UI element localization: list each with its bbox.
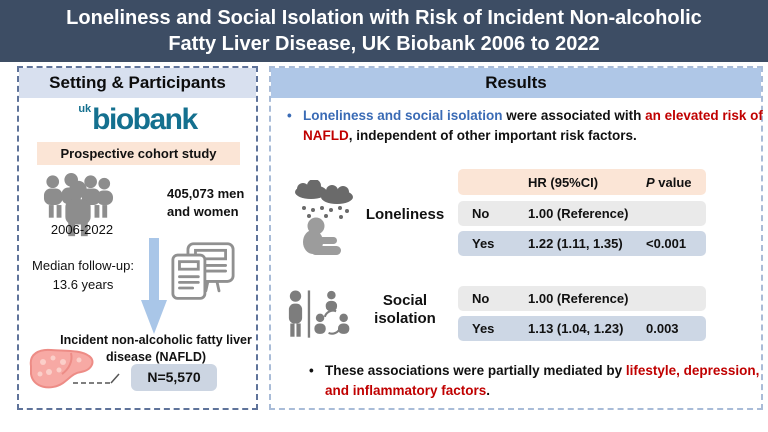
title-line-2: Fatty Liver Disease, UK Biobank 2006 to 2022 [168, 33, 600, 55]
person-separated-from-group-icon [287, 286, 355, 344]
uk-biobank-logo [19, 103, 256, 137]
setting-participants-header: Setting & Participants [19, 68, 256, 98]
title-line-1: Loneliness and Social Isolation with Risk of Incident Non-alcoholic [66, 7, 702, 29]
finding-bullet-1 [285, 106, 765, 146]
table-header-hr: HR (95%CI) [528, 174, 599, 190]
liver-pointer-line [71, 366, 129, 388]
results-header: Results [271, 68, 761, 98]
bullet2-red-text: lifestyle, depression, and inflammatory factors [325, 363, 760, 398]
bullet-dot: • [287, 108, 292, 123]
pvalue-italic-p: P [646, 174, 655, 190]
population-count: 405,073 men and women [167, 186, 245, 219]
study-period: 2006-2022 [50, 222, 114, 237]
loneliness-label: Loneliness [365, 206, 445, 223]
title-bar [0, 0, 768, 62]
bullet2-start-text: These associations were partially mediated by [325, 363, 626, 378]
follow-up-text [19, 256, 147, 294]
table-row-social-isolation-yes: Yes 1.13 (1.04, 1.23) 0.003 [458, 316, 706, 341]
monitor-with-documents-icon [171, 240, 235, 304]
outcome-text: Incident non-alcoholic fatty liver disease (NAFLD) [60, 333, 252, 364]
bullet1-blue-text: Loneliness and social isolation [303, 108, 503, 123]
bullet1-red-text: an elevated risk of NAFLD [303, 108, 763, 143]
social-isolation-label: Social isolation [374, 292, 436, 327]
bullet-dot: • [309, 363, 314, 378]
bullet1-mid-text: were associated with [502, 108, 646, 123]
table-header-row [458, 169, 706, 195]
case-count-badge: N=5,570 [131, 364, 217, 391]
logo-biobank-text: biobank [92, 103, 197, 136]
bullet1-end-text: , independent of other important risk factors. [348, 128, 637, 143]
follow-up-line-2: 13.6 years [52, 277, 114, 292]
setting-participants-panel [17, 66, 258, 410]
table-row-loneliness-yes: Yes 1.22 (1.11, 1.35) <0.001 [458, 231, 706, 256]
down-arrow-icon [141, 238, 167, 334]
bullet2-end-text: . [486, 383, 491, 398]
results-panel [269, 66, 763, 410]
study-type-badge: Prospective cohort study [37, 142, 240, 165]
follow-up-line-1: Median follow-up: [32, 258, 134, 273]
table-header-pvalue: P value [646, 174, 692, 190]
logo-uk-text: uk [78, 103, 92, 115]
table-row-loneliness-no: No 1.00 (Reference) [458, 201, 706, 226]
finding-bullet-2 [307, 361, 767, 401]
person-under-rain-cloud-icon [291, 180, 355, 256]
table-row-social-isolation-no: No 1.00 (Reference) [458, 286, 706, 311]
